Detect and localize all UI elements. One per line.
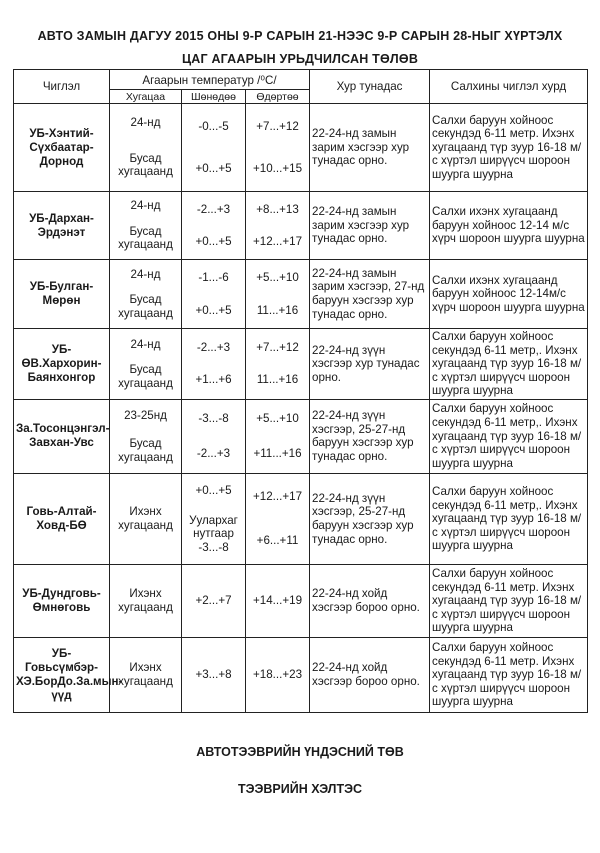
night-temp-cell-value: +0...+5: [195, 161, 232, 175]
day-temp-cell-value: +7...+12: [256, 119, 299, 133]
day-temp-cell-value: +12...+17: [253, 490, 303, 504]
period-cell-value: Ихэнх хугацаанд: [118, 587, 173, 614]
period-cell-value: 24-нд: [130, 199, 161, 213]
table-row: [14, 104, 588, 192]
night-temp-cell-value: -2...+3: [196, 202, 231, 216]
wind-cell: Салхи ихэнх хугацаанд баруун хойноос 12-14 м/с хүрч шороон шуурга шуурна: [430, 192, 588, 260]
wind-cell: Салхи баруун хойноос секундэд 6-11 метр,. Ихэнх хугацаанд түр зуур 16-18 м/с хүртэл ширүүсч шороон шуурга шуурна: [430, 399, 588, 473]
period-cell-value: 24-нд: [130, 267, 161, 281]
precip-cell: 22-24-нд хойд хэсгээр бороо орно.: [310, 637, 430, 712]
header-air-temp: Агаарын температур /⁰С/: [110, 70, 310, 90]
header-direction: Чиглэл: [14, 70, 110, 104]
day-temp-cell-value: +5...+10: [256, 412, 299, 426]
precip-cell: 22-24-нд зүүн хэсгээр, 25-27-нд баруун хэсгээр хур тунадас орно.: [310, 399, 430, 473]
table-row: [14, 399, 588, 473]
period-cell: [110, 260, 182, 329]
day-temp-cell-value: +10...+15: [253, 161, 303, 175]
table-row: [14, 260, 588, 329]
night-temp-cell-value: Уулархаг нутгаар -3...-8: [189, 513, 238, 554]
night-temp-cell-value: -1...-6: [198, 271, 229, 284]
table-row: [14, 473, 588, 564]
wind-cell: Салхи баруун хойноос секундэд 6-11 метр,. Ихэнх хугацаанд түр зуур 16-18 м/с хүртэл ширүүсч шороон шуурга шуурна: [430, 473, 588, 564]
night-temp-cell: [182, 329, 246, 400]
day-temp-cell-value: +6...+11: [256, 533, 299, 547]
day-temp-cell: [246, 564, 310, 637]
period-cell: [110, 192, 182, 260]
night-temp-cell-value: +1...+6: [195, 373, 232, 387]
period-cell: [110, 329, 182, 400]
day-temp-cell-value: 11...+16: [256, 303, 299, 317]
day-temp-cell: [246, 399, 310, 473]
night-temp-cell: [182, 192, 246, 260]
precip-cell: 22-24-нд замын зарим хэсгээр хур тунадас орно.: [310, 192, 430, 260]
header-precip: Хур тунадас: [310, 70, 430, 104]
period-cell-value: Ихэнх хугацаанд: [118, 661, 173, 688]
night-temp-cell: [182, 399, 246, 473]
precip-cell: 22-24-нд зүүн хэсгээр хур тунадас орно.: [310, 329, 430, 400]
day-temp-cell-value: +18...+23: [253, 668, 303, 682]
route-cell: УБ-Булган-Мөрөн: [14, 260, 110, 329]
night-temp-cell-value: -2...+3: [196, 340, 231, 354]
night-temp-cell: [182, 473, 246, 564]
day-temp-cell: [246, 104, 310, 192]
document-subtitle: ЦАГ АГААРЫН УРЬДЧИЛСАН ТӨЛӨВ: [181, 52, 419, 66]
footer-department: ТЭЭВРИЙН ХЭЛТЭС: [237, 782, 363, 796]
period-cell: [110, 637, 182, 712]
table-row: [14, 329, 588, 400]
wind-cell: Салхи баруун хойноос секундэд 6-11 метр,. Ихэнх хугацаанд түр зуур 16-18 м/с хүртэл ширүүсч шороон шуурга шуурна: [430, 329, 588, 400]
route-cell: За.Тосонцэнгэл-Завхан-Увс: [14, 399, 110, 473]
day-temp-cell: [246, 192, 310, 260]
night-temp-cell-value: +0...+5: [195, 234, 232, 248]
day-temp-cell-value: +12...+17: [253, 234, 303, 248]
period-cell: [110, 473, 182, 564]
night-temp-cell-value: +2...+7: [195, 594, 232, 608]
header-day: Өдөртөө: [246, 90, 310, 104]
night-temp-cell-value: +3...+8: [195, 668, 232, 682]
day-temp-cell: [246, 637, 310, 712]
route-cell: УБ-Дундговь-Өмнөговь: [14, 564, 110, 637]
period-cell-value: Бусад хугацаанд: [118, 437, 173, 464]
period-cell-value: Ихэнх хугацаанд: [118, 505, 173, 532]
day-temp-cell-value: +7...+12: [256, 340, 299, 354]
route-cell: УБ-Дархан-Эрдэнэт: [14, 192, 110, 260]
day-temp-cell-value: +11...+16: [253, 447, 302, 461]
night-temp-cell-value: +0...+5: [195, 303, 232, 317]
night-temp-cell-value: -2...+3: [196, 447, 231, 461]
period-cell-value: Бусад хугацаанд: [118, 293, 173, 320]
day-temp-cell-value: 11...+16: [256, 373, 299, 387]
route-cell: УБ-Хэнтий-Сүхбаатар-Дорнод: [14, 104, 110, 192]
route-cell: Говь-Алтай-Ховд-БӨ: [14, 473, 110, 564]
precip-cell: 22-24-нд замын зарим хэсгээр хур тунадас орно.: [310, 104, 430, 192]
wind-cell: Салхи баруун хойноос секундэд 6-11 метр. Ихэнх хугацаанд түр зуур 16-18 м/с хүртэл ширүүсч шороон шуурга шуурна: [430, 104, 588, 192]
table-row: [14, 637, 588, 712]
period-cell-value: Бусад хугацаанд: [118, 224, 173, 252]
header-wind: Салхины чиглэл хурд: [430, 70, 588, 104]
route-cell: УБ-Говьсүмбэр-ХЭ.БорДо.За.мын-үүд: [14, 637, 110, 712]
night-temp-cell-value: -3...-8: [198, 412, 229, 426]
precip-cell: 22-24-нд зүүн хэсгээр, 25-27-нд баруун хэсгээр хур тунадас орно.: [310, 473, 430, 564]
route-cell: УБ-ӨВ.Хархорин-Баянхонгор: [14, 329, 110, 400]
period-cell-value: 24-нд: [130, 116, 161, 130]
period-cell-value: Бусад хугацаанд: [118, 363, 173, 390]
header-night: Шөнөдөө: [182, 90, 246, 104]
precip-cell: 22-24-нд замын зарим хэсгээр, 27-нд баруун хэсгээр хур тунадас орно.: [310, 260, 430, 329]
night-temp-cell-value: +0...+5: [195, 483, 232, 497]
document-title: АВТО ЗАМЫН ДАГУУ 2015 ОНЫ 9-Р САРЫН 21-НЭЭС 9-Р САРЫН 28-НЫГ ХҮРТЭЛХ: [37, 29, 563, 43]
night-temp-cell: [182, 260, 246, 329]
night-temp-cell-value: -0...-5: [198, 119, 229, 133]
day-temp-cell: [246, 329, 310, 400]
wind-cell: Салхи ихэнх хугацаанд баруун хойноос 12-14м/с хүрч шороон шуурга шуурна: [430, 260, 588, 329]
day-temp-cell-value: +5...+10: [256, 271, 299, 284]
footer-organization: АВТОТЭЭВРИЙН ҮНДЭСНИЙ ТӨВ: [196, 745, 404, 759]
wind-cell: Салхи баруун хойноос секундэд 6-11 метр. Ихэнх хугацаанд түр зуур 16-18 м/с хүртэл ширүүсч шороон шуурга шуурна: [430, 564, 588, 637]
night-temp-cell: [182, 564, 246, 637]
day-temp-cell-value: +14...+19: [253, 594, 303, 608]
period-cell-value: Бусад хугацаанд: [118, 151, 173, 179]
period-cell: [110, 564, 182, 637]
period-cell: [110, 104, 182, 192]
day-temp-cell: [246, 260, 310, 329]
period-cell: [110, 399, 182, 473]
table-row: [14, 192, 588, 260]
header-period: Хугацаа: [110, 90, 182, 104]
forecast-table: [13, 69, 588, 713]
wind-cell: Салхи баруун хойноос секундэд 6-11 метр. Ихэнх хугацаанд түр зуур 16-18 м/с хүртэл ширүүсч шороон шуурга шуурна: [430, 637, 588, 712]
night-temp-cell: [182, 104, 246, 192]
period-cell-value: 24-нд: [130, 337, 161, 351]
precip-cell: 22-24-нд хойд хэсгээр бороо орно.: [310, 564, 430, 637]
table-row: [14, 564, 588, 637]
day-temp-cell: [246, 473, 310, 564]
period-cell-value: 23-25нд: [124, 408, 167, 422]
night-temp-cell: [182, 637, 246, 712]
day-temp-cell-value: +8...+13: [256, 202, 299, 216]
